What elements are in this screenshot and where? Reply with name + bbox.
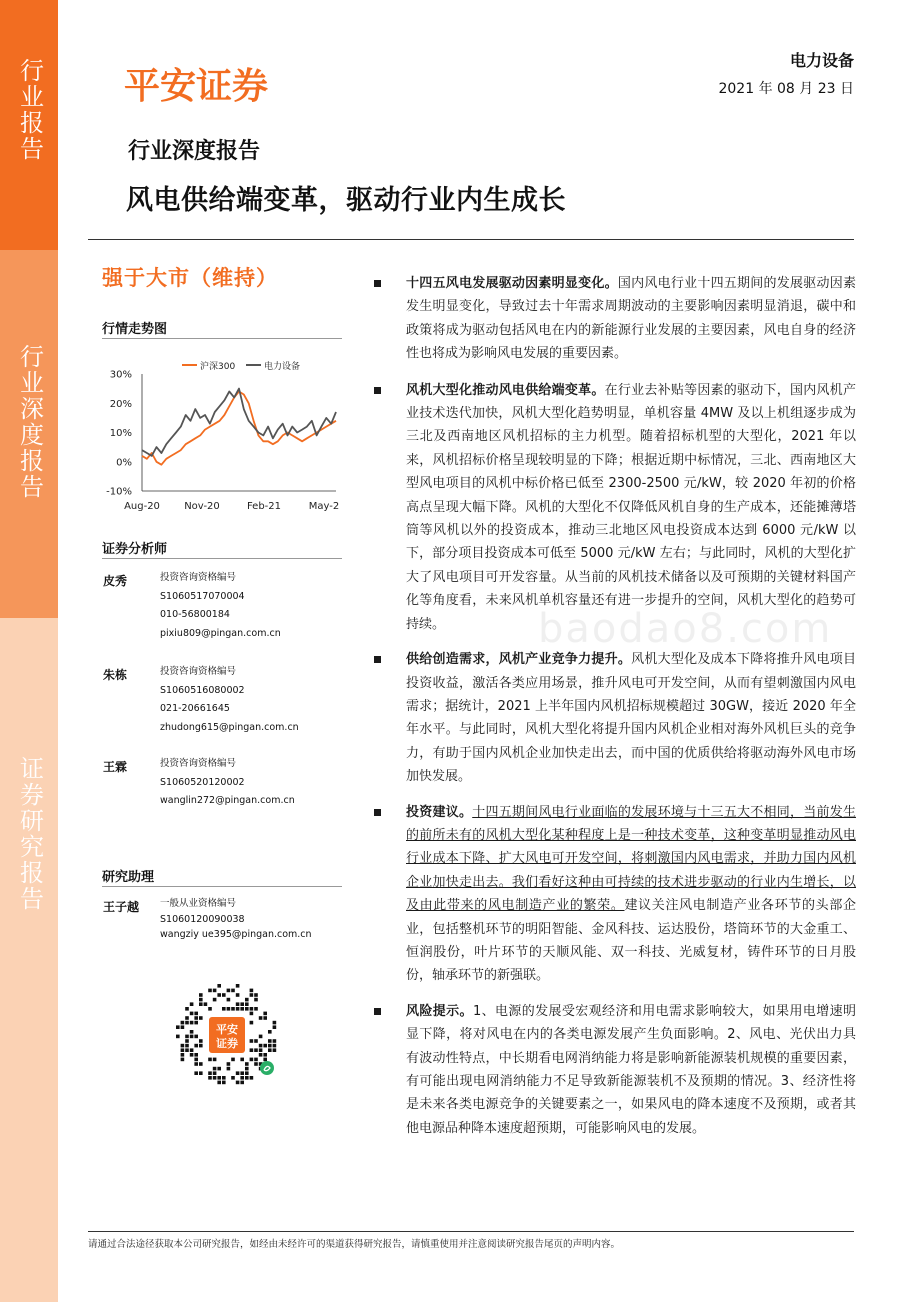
sidebar-label-report: 行业报告 [15,58,44,162]
x-axis [124,491,339,512]
y-tick-label: 0% [116,457,132,469]
key-point-heading: 风险提示。 [406,1003,473,1019]
report-date: 2021 年 08 月 23 日 [718,81,854,97]
assistant-qualification: 一般从业资格编号 [160,898,237,909]
key-point-underlined-body: 十四五期间风电行业面临的发展环境与十三五大不相同，当前发生的前所未有的风机大型化某种程度上是一种技术变革，这种变革明显推动风电行业成本下降、扩大风电可开发空间，将刺激国内风电需求，并助力国内风机企业加快走出去。我们看好这种由可持续的技术进步驱动的行业内生增长，以及由此带来的风电制造产业的繁荣。 [406,804,856,914]
bullet-square-icon [374,387,381,394]
y-tick-label: -10% [106,486,132,498]
market-chart-title: 行情走势图 [102,322,168,337]
y-tick-label: 30% [109,369,132,381]
series-line-hs300 [142,392,336,465]
sidebar-label-securities-research: 证券研究报告 [15,756,44,912]
key-point [374,1000,856,1140]
y-tick-label: 20% [109,398,132,410]
assistant-divider [102,886,342,887]
analyst-license-number: S1060516080002 [160,684,245,696]
mini-program-icon [260,1061,274,1075]
rating-label: 强于大市（维持） [102,266,278,290]
key-point-body: 1、电源的发展受宏观经济和用电需求影响较大，如果用电增速明显下降，将对风电在内的各类电源发展产生负面影响。2、风电、光伏出力具有波动性特点，中长期看电网消纳能力将是影响新能源装机规模的重要因素，有可能出现电网消纳能力不足导致新能源装机不及预期的情况。3、经济性将是未来各类电源竞争的关键要素之一，如果风电的降本速度不及预期，或者其他电源品种降本速度超预期，可能影响风电的发展。 [406,1003,856,1136]
legend-label-power-equipment: 电力设备 [264,362,301,372]
key-point [374,379,856,636]
company-logo [124,58,316,107]
series-line-power-equipment [142,389,336,456]
assistant-email: wangziy ue395@pingan.com.cn [160,929,312,940]
analyst-license-number: S1060520120002 [160,776,245,788]
analyst-details [160,569,281,643]
key-point-heading: 十四五风电发展驱动因素明显变化。 [406,276,618,291]
key-point-body: 建议关注风电制造产业各环节的头部企业，包括整机环节的明阳智能、金风科技、运达股份，塔筒环节的大金重工、恒润股份，叶片环节的天顺风能、双一科技、光威复材，铸件环节的日月股份，轴承环节的新强联。 [406,898,856,984]
chart-series [142,389,336,465]
x-tick-label: Feb-21 [246,501,282,512]
footer-disclaimer: 请通过合法途径获取本公司研究报告，如经由未经许可的渠道获得研究报告，请慎重使用并注意阅读研究报告尾页的声明内容。 [88,1239,621,1250]
report-type: 行业深度报告 [128,139,261,164]
y-tick-label: 10% [109,428,132,439]
analyst-name: 王霖 [103,760,128,774]
analyst-qualification: 投资咨询资格编号 [160,666,237,677]
bullet-square-icon [374,809,381,816]
left-sidebar [0,0,58,1302]
x-tick-label: Nov-20 [184,501,220,512]
chart-legend [182,360,300,372]
analyst-name: 皮秀 [103,574,128,588]
analyst-details [160,755,295,811]
footer-divider [88,1231,854,1232]
analyst-license-number: S1060517070004 [160,590,245,602]
key-point-body: 风机大型化及成本下降将推升风电项目投资收益，激活各类应用场景，推升风电可开发空间，从而有望刺激国内风电需求；据统计，2021 上半年国内风机招标规模超过 30GW，接近 2020 年全年水平。与此同时，风机大型化将提升国内风机企业相对海外风机巨头的竞争力，有助于国内风机企业加快走出去，而中国的优质供给将驱动海外风电市场加快发展。 [406,652,856,785]
bullet-square-icon [374,280,381,287]
key-point-heading: 投资建议。 [406,804,473,820]
bullet-square-icon [374,1008,381,1015]
sidebar-block-report [0,0,58,250]
legend-label-hs300: 沪深300 [200,362,236,372]
analyst-qualification: 投资咨询资格编号 [160,572,237,583]
x-tick-label: Aug-20 [124,501,160,512]
analyst-details [160,663,299,737]
sidebar-block-securities-research [0,618,58,1302]
sidebar-block-deep-report [0,250,58,618]
analyst-email: pixiu809@pingan.com.cn [160,627,281,639]
key-point-body: 在行业去补贴等因素的驱动下，国内风机产业技术迭代加快，风机大型化趋势明显，单机容量 4MW 及以上机组逐步成为三北及西南地区风机招标的主力机型。随着招标机型的大型化，2021 年以来，风机招标价格呈现较明显的下降；根据近期中标情况，三北、西南地区大型风电项目的风机中标价格已低至 2300-2500 元/kW，较 2020 年初的价格高点呈现大幅下降。风机的大型化不仅降低风机自身的生产成本，还能摊薄塔筒等风机以外的投资成本，推动三北地区风电投资成本达到 6000 元/kW 以下，部分项目投资成本可低至 5000 元/kW 左右；与此同时，风机的大型化扩大了风电项目可开发容量。从当前的风机技术储备以及可预期的关键材料国产化等角度看，未来风机单机容量还有进一步提升的空间，风机大型化的趋势可持续。 [406,382,856,632]
assistant-license-number: S1060120090038 [160,913,245,925]
analyst-email: wanglin272@pingan.com.cn [160,795,295,806]
analyst-phone: 010-56800184 [160,609,230,620]
logo-text: 平安证券 [124,66,269,107]
analysts-divider [102,558,342,559]
page-title: 风电供给端变革，驱动行业内生成长 [126,185,566,216]
y-axis [106,370,142,498]
key-point [374,801,856,988]
assistant-name: 王子越 [103,900,140,914]
watermark: baodao8.com [538,606,833,652]
analyst-name: 朱栋 [103,668,128,682]
key-point [374,648,856,788]
key-point-heading: 供给创造需求，风机产业竞争力提升。 [406,652,632,668]
x-tick-label: May-2 [308,501,340,512]
analyst-qualification: 投资咨询资格编号 [160,758,237,769]
market-chart-divider [102,338,342,339]
analysts-title: 证券分析师 [102,542,168,557]
key-point-body: 国内风电行业十四五期间的发展驱动因素发生明显变化，导致过去十年需求周期波动的主要影响因素明显消退，碳中和政策将成为驱动包括风电在内的新能源行业发展的主要因素，风电自身的经济性也将成为影响风电发展的重要因素。 [406,276,856,362]
analyst-email: zhudong615@pingan.com.cn [160,721,299,733]
qr-logo-text-line1: 平安 [216,1023,238,1036]
industry-label: 电力设备 [789,51,854,70]
bullet-square-icon [374,656,381,663]
key-point [374,272,856,366]
header-divider [88,239,854,240]
sidebar-label-deep-report: 行业深度报告 [15,344,44,500]
key-point-heading: 风机大型化推动风电供给端变革。 [406,382,605,398]
market-trend-chart [94,350,344,525]
assistant-details [160,896,312,943]
assistant-title: 研究助理 [102,870,155,885]
wechat-mini-program-qr-code[interactable] [172,980,282,1090]
analyst-phone: 021-20661645 [160,703,230,714]
key-points [374,272,856,1152]
qr-logo-text-line2: 证券 [216,1037,238,1050]
